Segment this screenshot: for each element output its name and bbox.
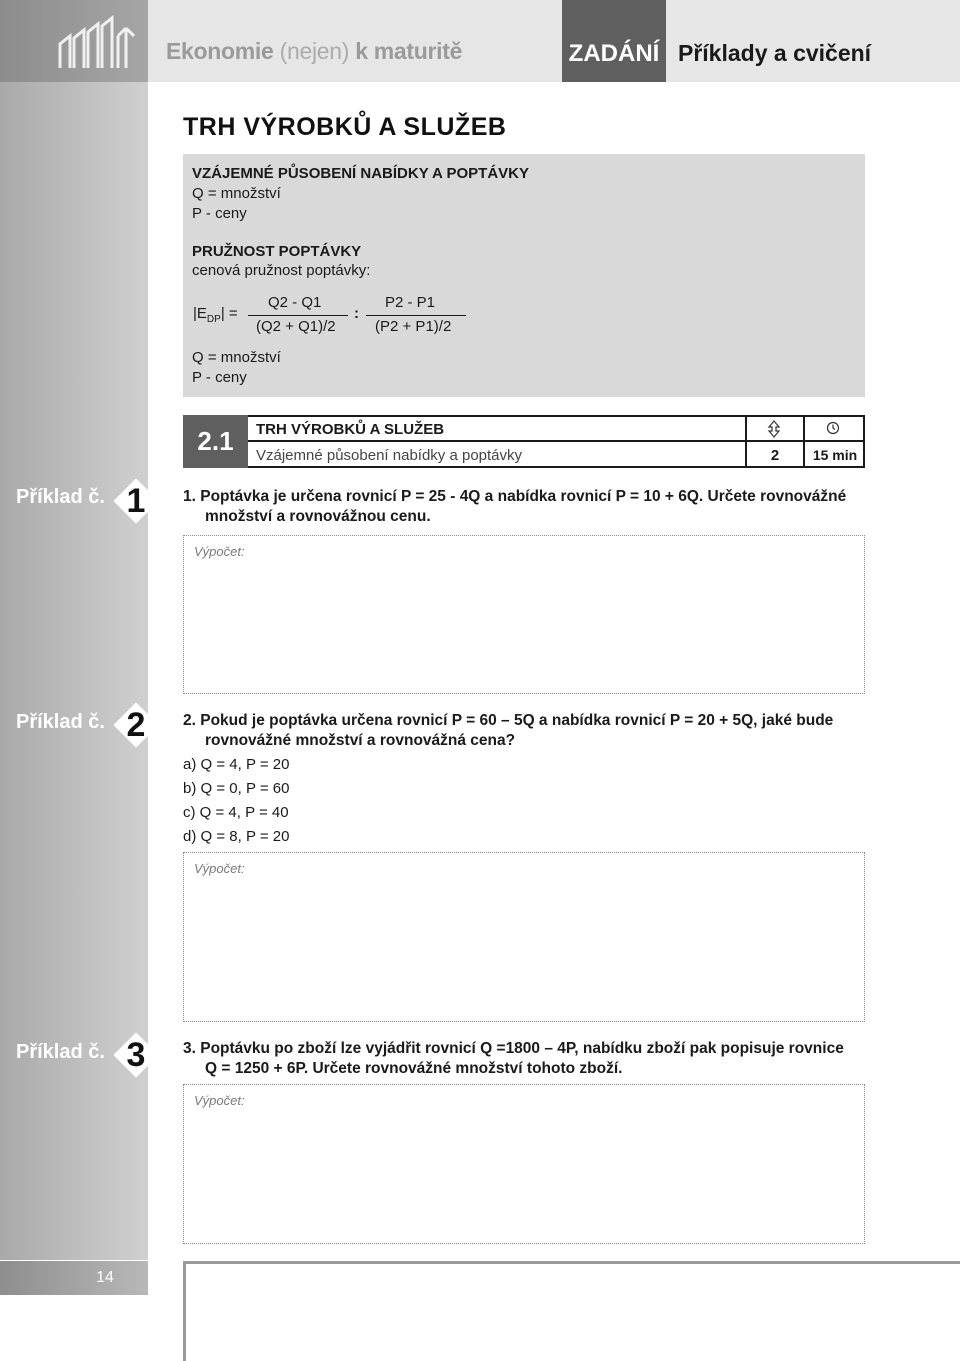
calculation-area[interactable] — [183, 1084, 865, 1244]
question-text: 2. Pokud je poptávka určena rovnicí P = 60 – 5Q a nabídka rovnicí P = 20 + 5Q, jaké bude — [183, 712, 834, 729]
example-number-badge: 3 — [112, 1031, 160, 1079]
clock-icon — [826, 421, 840, 435]
example-label: Příklad č. — [16, 486, 105, 508]
topic-title: TRH VÝROBKŮ A SLUŽEB — [256, 421, 445, 438]
example-number-badge: 1 — [112, 477, 160, 525]
left-sidebar — [0, 82, 148, 1260]
elasticity-symbol: $|E_{DP}|$ = — [193, 305, 238, 325]
page-title: TRH VÝROBKŮ A SLUŽEB — [183, 113, 507, 141]
formula-line: P - ceny — [192, 205, 247, 222]
formula-subheading: cenová pružnost poptávky: — [192, 262, 371, 279]
difficulty-value: 2 — [770, 447, 780, 464]
fraction-denominator: (P2 + P1)/2 — [375, 318, 452, 335]
calculation-label: Výpočet: — [194, 544, 245, 559]
example-label: Příklad č. — [16, 1041, 105, 1063]
question-text: 1. Poptávka je určena rovnicí P = 25 - 4Q a nabídka rovnicí P = 10 + 6Q. Určete rovnovážné — [183, 488, 847, 505]
page-number: 14 — [96, 1269, 114, 1286]
calculation-label: Výpočet: — [194, 1093, 245, 1108]
topic-number: 2.1 — [183, 415, 248, 468]
answer-option: c) Q = 4, P = 40 — [183, 804, 289, 821]
section-tab: ZADÁNÍ — [562, 0, 666, 82]
fraction-denominator: (Q2 + Q1)/2 — [256, 318, 336, 335]
fraction-bar — [248, 315, 348, 316]
formula-line: Q = množství — [192, 185, 281, 202]
formula-heading: VZÁJEMNÉ PŮSOBENÍ NABÍDKY A POPTÁVKY — [192, 165, 529, 182]
answer-option: d) Q = 8, P = 20 — [183, 828, 290, 845]
calculation-area[interactable] — [183, 852, 865, 1022]
division-colon: : — [354, 305, 359, 322]
example-label: Příklad č. — [16, 711, 105, 733]
bottom-frame — [183, 1261, 960, 1361]
header-subtitle: Příklady a cvičení — [678, 40, 872, 66]
question-text: Q = 1250 + 6P. Určete rovnovážné množství tohoto zboží. — [205, 1060, 623, 1077]
formula-heading: PRUŽNOST POPTÁVKY — [192, 243, 362, 260]
brand-title: Ekonomie (nejen) k maturitě — [166, 38, 463, 64]
fraction-numerator: Q2 - Q1 — [268, 294, 322, 311]
fraction-numerator: P2 - P1 — [385, 294, 436, 311]
calculation-area[interactable] — [183, 535, 865, 694]
example-number-badge: 2 — [112, 701, 160, 749]
question-text: 3. Poptávku po zboží lze vyjádřit rovnicí Q =1800 – 4P, nabídku zboží pak popisuje rovnice — [183, 1040, 844, 1057]
calculation-label: Výpočet: — [194, 861, 245, 876]
formula-line: Q = množství — [192, 349, 281, 366]
logo-icon — [56, 14, 146, 72]
answer-option: a) Q = 4, P = 20 — [183, 756, 290, 773]
topic-subtitle: Vzájemné působení nabídky a poptávky — [256, 447, 523, 464]
question-text: rovnovážné množství a rovnovážná cena? — [205, 732, 516, 749]
arrows-updown-icon — [766, 420, 782, 438]
formula-line: P - ceny — [192, 369, 247, 386]
question-text: množství a rovnovážnou cenu. — [205, 508, 431, 525]
answer-option: b) Q = 0, P = 60 — [183, 780, 290, 797]
fraction-bar — [366, 315, 466, 316]
time-value: 15 min — [812, 447, 858, 463]
table-divider — [248, 440, 865, 442]
